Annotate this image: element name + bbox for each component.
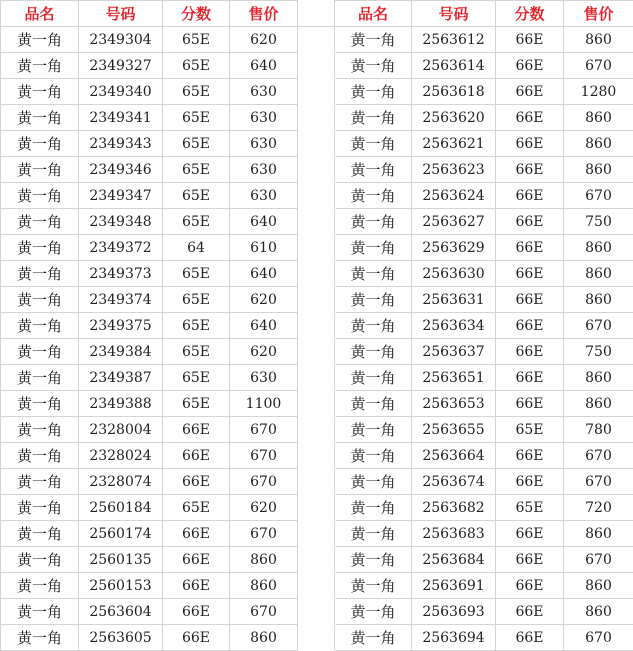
cell-price-right: 860 [564, 27, 633, 53]
cell-price-right: 860 [564, 235, 633, 261]
table-row [1, 287, 633, 313]
cell-score-right: 66E [496, 287, 564, 313]
cell-score-left: 65E [163, 209, 230, 235]
column-gap [298, 469, 335, 495]
cell-number-right: 2563623 [412, 157, 496, 183]
column-gap [298, 521, 335, 547]
cell-name-right: 黄一角 [335, 235, 412, 261]
cell-number-right: 2563627 [412, 209, 496, 235]
cell-name-left: 黄一角 [1, 261, 79, 287]
cell-number-left: 2349375 [79, 313, 163, 339]
cell-price-right: 860 [564, 287, 633, 313]
cell-number-right: 2563618 [412, 79, 496, 105]
column-gap [298, 313, 335, 339]
cell-score-right: 66E [496, 53, 564, 79]
cell-number-left: 2328024 [79, 443, 163, 469]
cell-number-left: 2328074 [79, 469, 163, 495]
cell-price-right: 1280 [564, 79, 633, 105]
cell-score-left: 65E [163, 391, 230, 417]
column-gap [298, 547, 335, 573]
column-gap [298, 443, 335, 469]
cell-number-right: 2563631 [412, 287, 496, 313]
header-row [1, 1, 633, 27]
column-gap [298, 599, 335, 625]
table-row [1, 105, 633, 131]
cell-score-right: 66E [496, 339, 564, 365]
cell-score-left: 66E [163, 443, 230, 469]
cell-score-left: 65E [163, 495, 230, 521]
cell-number-left: 2328004 [79, 417, 163, 443]
cell-name-right: 黄一角 [335, 105, 412, 131]
table-row [1, 209, 633, 235]
cell-price-right: 860 [564, 365, 633, 391]
table-row [1, 547, 633, 573]
table-row [1, 365, 633, 391]
cell-number-right: 2563683 [412, 521, 496, 547]
cell-score-left: 65E [163, 131, 230, 157]
cell-score-right: 66E [496, 547, 564, 573]
cell-name-left: 黄一角 [1, 573, 79, 599]
cell-number-right: 2563664 [412, 443, 496, 469]
cell-name-right: 黄一角 [335, 79, 412, 105]
cell-price-right: 750 [564, 339, 633, 365]
cell-score-left: 65E [163, 79, 230, 105]
cell-price-right: 670 [564, 625, 633, 651]
cell-price-right: 860 [564, 261, 633, 287]
cell-price-left: 670 [230, 521, 298, 547]
cell-price-left: 620 [230, 287, 298, 313]
column-gap [298, 287, 335, 313]
cell-price-left: 860 [230, 547, 298, 573]
cell-price-left: 630 [230, 157, 298, 183]
cell-price-left: 640 [230, 261, 298, 287]
cell-score-left: 65E [163, 365, 230, 391]
cell-price-right: 860 [564, 157, 633, 183]
cell-price-left: 640 [230, 313, 298, 339]
cell-score-right: 66E [496, 79, 564, 105]
cell-score-right: 66E [496, 521, 564, 547]
cell-number-left: 2349341 [79, 105, 163, 131]
cell-name-left: 黄一角 [1, 339, 79, 365]
cell-price-left: 640 [230, 53, 298, 79]
cell-number-left: 2560153 [79, 573, 163, 599]
cell-price-right: 670 [564, 547, 633, 573]
cell-score-right: 65E [496, 417, 564, 443]
column-gap [298, 573, 335, 599]
column-gap [298, 261, 335, 287]
cell-name-right: 黄一角 [335, 365, 412, 391]
table-row [1, 261, 633, 287]
cell-price-left: 620 [230, 495, 298, 521]
cell-price-right: 860 [564, 391, 633, 417]
header-number-left: 号码 [79, 1, 163, 27]
cell-price-left: 620 [230, 27, 298, 53]
cell-score-left: 66E [163, 417, 230, 443]
cell-name-right: 黄一角 [335, 573, 412, 599]
cell-price-right: 720 [564, 495, 633, 521]
cell-score-right: 66E [496, 27, 564, 53]
cell-number-left: 2349343 [79, 131, 163, 157]
table-row [1, 417, 633, 443]
cell-price-right: 860 [564, 131, 633, 157]
cell-name-right: 黄一角 [335, 183, 412, 209]
cell-number-right: 2563634 [412, 313, 496, 339]
cell-number-left: 2349373 [79, 261, 163, 287]
cell-number-right: 2563630 [412, 261, 496, 287]
cell-name-left: 黄一角 [1, 27, 79, 53]
cell-score-right: 66E [496, 365, 564, 391]
table-row [1, 79, 633, 105]
cell-name-left: 黄一角 [1, 599, 79, 625]
column-gap [298, 1, 335, 27]
header-score-left: 分数 [163, 1, 230, 27]
cell-name-right: 黄一角 [335, 53, 412, 79]
cell-number-right: 2563682 [412, 495, 496, 521]
cell-score-right: 66E [496, 625, 564, 651]
table-row [1, 183, 633, 209]
column-gap [298, 209, 335, 235]
cell-score-left: 66E [163, 469, 230, 495]
cell-price-right: 860 [564, 599, 633, 625]
cell-score-right: 66E [496, 131, 564, 157]
cell-price-right: 670 [564, 443, 633, 469]
cell-name-left: 黄一角 [1, 547, 79, 573]
cell-number-right: 2563614 [412, 53, 496, 79]
table-row [1, 157, 633, 183]
cell-number-right: 2563655 [412, 417, 496, 443]
cell-score-right: 66E [496, 599, 564, 625]
column-gap [298, 365, 335, 391]
cell-price-right: 860 [564, 105, 633, 131]
cell-score-right: 66E [496, 313, 564, 339]
column-gap [298, 183, 335, 209]
table-row [1, 469, 633, 495]
cell-number-right: 2563684 [412, 547, 496, 573]
cell-price-right: 860 [564, 521, 633, 547]
cell-name-right: 黄一角 [335, 339, 412, 365]
table-row [1, 443, 633, 469]
column-gap [298, 235, 335, 261]
cell-number-left: 2349304 [79, 27, 163, 53]
cell-number-right: 2563693 [412, 599, 496, 625]
cell-number-left: 2560174 [79, 521, 163, 547]
cell-number-right: 2563621 [412, 131, 496, 157]
cell-score-left: 64 [163, 235, 230, 261]
cell-score-right: 66E [496, 573, 564, 599]
cell-price-right: 670 [564, 469, 633, 495]
cell-name-right: 黄一角 [335, 209, 412, 235]
table-row [1, 339, 633, 365]
column-gap [298, 105, 335, 131]
column-gap [298, 391, 335, 417]
cell-price-right: 670 [564, 183, 633, 209]
cell-name-left: 黄一角 [1, 157, 79, 183]
cell-name-left: 黄一角 [1, 625, 79, 651]
cell-score-left: 66E [163, 521, 230, 547]
cell-price-left: 860 [230, 573, 298, 599]
cell-number-left: 2560135 [79, 547, 163, 573]
cell-number-left: 2349387 [79, 365, 163, 391]
cell-price-left: 640 [230, 209, 298, 235]
cell-name-left: 黄一角 [1, 79, 79, 105]
header-price-right: 售价 [564, 1, 633, 27]
cell-name-left: 黄一角 [1, 183, 79, 209]
cell-name-right: 黄一角 [335, 625, 412, 651]
column-gap [298, 339, 335, 365]
cell-name-left: 黄一角 [1, 469, 79, 495]
cell-price-right: 750 [564, 209, 633, 235]
cell-score-right: 66E [496, 105, 564, 131]
table-row [1, 521, 633, 547]
cell-score-left: 66E [163, 573, 230, 599]
cell-price-left: 630 [230, 79, 298, 105]
cell-name-right: 黄一角 [335, 599, 412, 625]
cell-name-left: 黄一角 [1, 235, 79, 261]
cell-price-left: 670 [230, 469, 298, 495]
table-row [1, 599, 633, 625]
cell-score-right: 66E [496, 183, 564, 209]
cell-score-left: 65E [163, 105, 230, 131]
cell-score-right: 65E [496, 495, 564, 521]
cell-score-left: 66E [163, 547, 230, 573]
table-row [1, 313, 633, 339]
cell-name-left: 黄一角 [1, 313, 79, 339]
cell-number-left: 2563604 [79, 599, 163, 625]
cell-name-right: 黄一角 [335, 417, 412, 443]
table-row [1, 391, 633, 417]
table-row [1, 27, 633, 53]
cell-name-right: 黄一角 [335, 547, 412, 573]
cell-number-left: 2349384 [79, 339, 163, 365]
cell-score-right: 66E [496, 391, 564, 417]
cell-score-right: 66E [496, 235, 564, 261]
cell-name-right: 黄一角 [335, 391, 412, 417]
cell-number-right: 2563620 [412, 105, 496, 131]
cell-price-right: 860 [564, 573, 633, 599]
cell-score-right: 66E [496, 261, 564, 287]
cell-price-left: 620 [230, 339, 298, 365]
cell-number-left: 2349327 [79, 53, 163, 79]
cell-score-right: 66E [496, 209, 564, 235]
cell-number-left: 2349347 [79, 183, 163, 209]
cell-price-left: 670 [230, 417, 298, 443]
column-gap [298, 53, 335, 79]
cell-score-left: 65E [163, 339, 230, 365]
column-gap [298, 495, 335, 521]
table-row [1, 53, 633, 79]
table-row [1, 235, 633, 261]
cell-name-left: 黄一角 [1, 417, 79, 443]
table-row [1, 573, 633, 599]
cell-name-left: 黄一角 [1, 495, 79, 521]
cell-name-left: 黄一角 [1, 365, 79, 391]
cell-price-right: 670 [564, 53, 633, 79]
table-row [1, 625, 633, 651]
cell-number-right: 2563629 [412, 235, 496, 261]
table-row [1, 495, 633, 521]
cell-number-right: 2563612 [412, 27, 496, 53]
column-gap [298, 131, 335, 157]
cell-score-left: 65E [163, 313, 230, 339]
cell-price-left: 860 [230, 625, 298, 651]
column-gap [298, 417, 335, 443]
cell-score-right: 66E [496, 469, 564, 495]
column-gap [298, 157, 335, 183]
cell-score-left: 65E [163, 157, 230, 183]
cell-price-right: 780 [564, 417, 633, 443]
cell-number-right: 2563694 [412, 625, 496, 651]
cell-name-right: 黄一角 [335, 131, 412, 157]
cell-price-left: 670 [230, 599, 298, 625]
cell-name-left: 黄一角 [1, 105, 79, 131]
cell-name-right: 黄一角 [335, 469, 412, 495]
cell-price-right: 670 [564, 313, 633, 339]
cell-name-left: 黄一角 [1, 131, 79, 157]
cell-name-right: 黄一角 [335, 313, 412, 339]
cell-price-left: 1100 [230, 391, 298, 417]
column-gap [298, 625, 335, 651]
cell-price-left: 610 [230, 235, 298, 261]
cell-score-left: 65E [163, 27, 230, 53]
cell-name-right: 黄一角 [335, 287, 412, 313]
cell-score-left: 65E [163, 183, 230, 209]
header-name-left: 品名 [1, 1, 79, 27]
cell-score-right: 66E [496, 157, 564, 183]
header-score-right: 分数 [496, 1, 564, 27]
cell-number-right: 2563653 [412, 391, 496, 417]
cell-price-left: 670 [230, 443, 298, 469]
cell-number-left: 2349346 [79, 157, 163, 183]
cell-number-left: 2349372 [79, 235, 163, 261]
cell-score-left: 65E [163, 261, 230, 287]
cell-number-left: 2563605 [79, 625, 163, 651]
header-number-right: 号码 [412, 1, 496, 27]
cell-number-right: 2563637 [412, 339, 496, 365]
cell-name-left: 黄一角 [1, 287, 79, 313]
cell-number-right: 2563691 [412, 573, 496, 599]
cell-score-left: 66E [163, 599, 230, 625]
cell-number-right: 2563624 [412, 183, 496, 209]
cell-price-left: 630 [230, 183, 298, 209]
cell-name-left: 黄一角 [1, 391, 79, 417]
column-gap [298, 79, 335, 105]
header-price-left: 售价 [230, 1, 298, 27]
table-row [1, 131, 633, 157]
cell-number-left: 2349374 [79, 287, 163, 313]
cell-name-left: 黄一角 [1, 53, 79, 79]
cell-number-left: 2349388 [79, 391, 163, 417]
cell-score-left: 65E [163, 53, 230, 79]
header-name-right: 品名 [335, 1, 412, 27]
cell-score-left: 66E [163, 625, 230, 651]
cell-name-right: 黄一角 [335, 261, 412, 287]
cell-number-left: 2349348 [79, 209, 163, 235]
cell-score-left: 65E [163, 287, 230, 313]
cell-name-right: 黄一角 [335, 495, 412, 521]
cell-name-left: 黄一角 [1, 209, 79, 235]
cell-score-right: 66E [496, 443, 564, 469]
cell-number-right: 2563674 [412, 469, 496, 495]
cell-price-left: 630 [230, 131, 298, 157]
cell-name-left: 黄一角 [1, 521, 79, 547]
cell-name-right: 黄一角 [335, 157, 412, 183]
cell-name-left: 黄一角 [1, 443, 79, 469]
cell-price-left: 630 [230, 365, 298, 391]
cell-number-left: 2349340 [79, 79, 163, 105]
cell-number-right: 2563651 [412, 365, 496, 391]
cell-name-right: 黄一角 [335, 443, 412, 469]
cell-name-right: 黄一角 [335, 27, 412, 53]
cell-number-left: 2560184 [79, 495, 163, 521]
cell-name-right: 黄一角 [335, 521, 412, 547]
column-gap [298, 27, 335, 53]
cell-price-left: 630 [230, 105, 298, 131]
